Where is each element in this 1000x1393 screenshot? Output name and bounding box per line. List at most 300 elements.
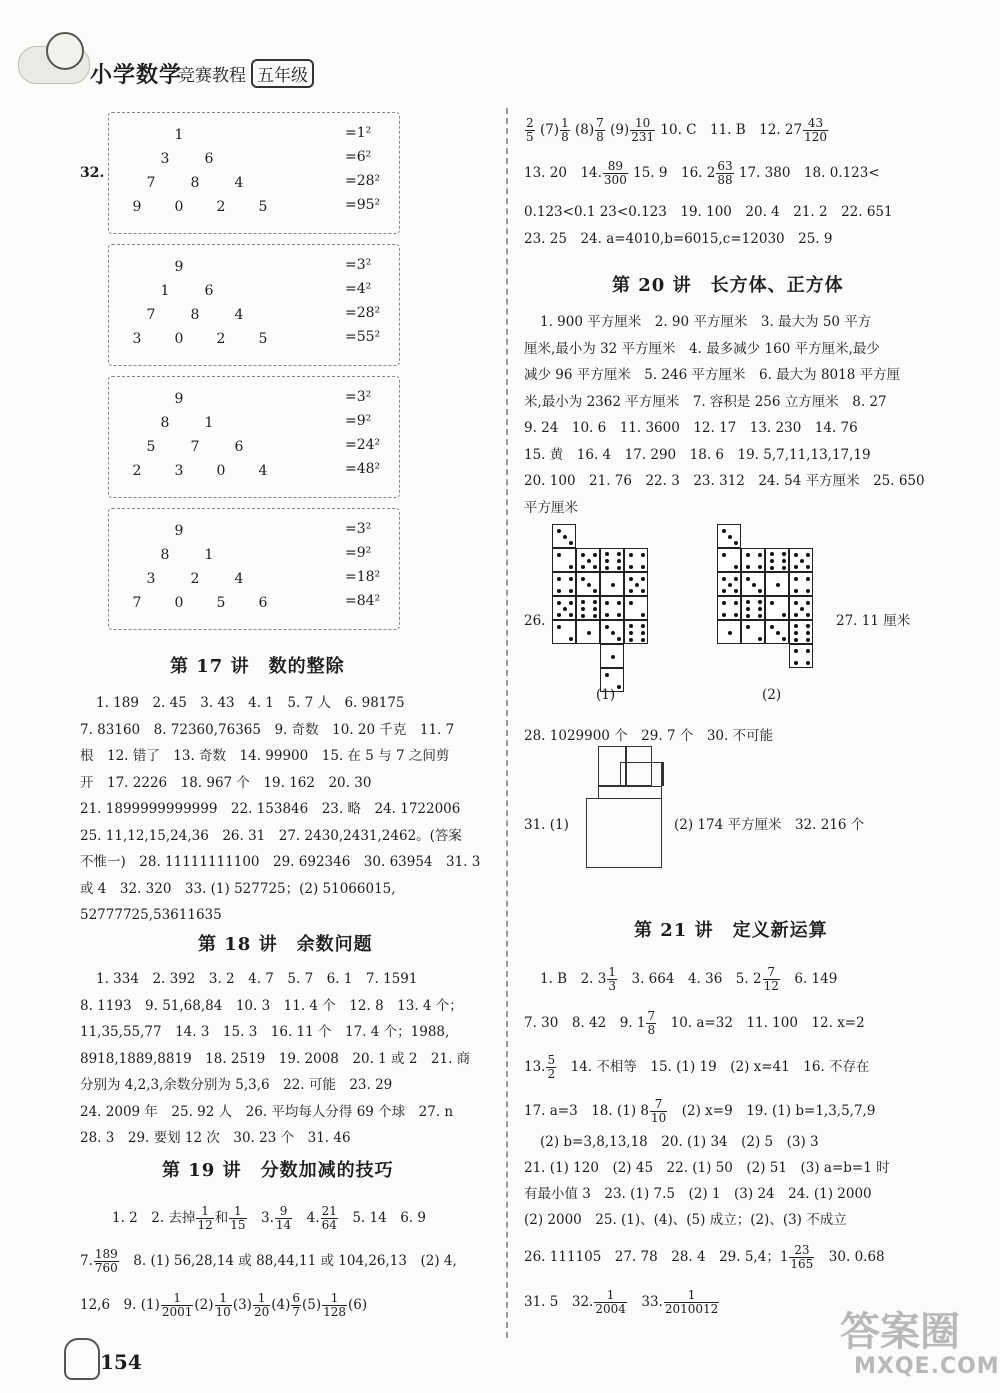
die-pip <box>806 577 810 581</box>
die-face <box>741 596 765 620</box>
fraction: $\frac{7}{8}$ <box>596 116 604 144</box>
die-pip <box>734 613 738 617</box>
fraction: $\frac{7}{12}$ <box>763 965 779 993</box>
die-pip <box>758 589 762 593</box>
triangle-number: 3 <box>132 331 142 347</box>
answer-line: 15. 黄 16. 4 17. 290 18. 6 19. 5,7,11,13,17,19 <box>524 446 871 463</box>
triangle-number: 3 <box>160 151 170 167</box>
die-face <box>624 572 648 596</box>
die-pip <box>806 661 810 665</box>
answer-line: 米,最小为 2362 平方厘米 7. 容积是 256 立方厘米 8. 27 <box>524 393 887 410</box>
answer-line: 8. 1193 9. 51,68,84 10. 3 11. 4 个 12. 8 13. 4 个； <box>80 997 463 1014</box>
triangle-number: 5 <box>216 595 226 611</box>
fraction: $\frac{7}{8}$ <box>647 1009 656 1037</box>
square-equation: =84² <box>345 593 381 609</box>
page-header <box>18 28 338 90</box>
fraction: $\frac{1}{2010012}$ <box>664 1288 719 1316</box>
die-pip <box>563 607 567 611</box>
square-equation: =55² <box>345 329 381 345</box>
fraction: $\frac{5}{2}$ <box>547 1053 556 1081</box>
die-pip <box>734 541 738 545</box>
triangle-box <box>108 508 400 630</box>
die-face <box>576 548 600 572</box>
die-face <box>624 596 648 620</box>
fraction: $\frac{1}{8}$ <box>561 116 569 144</box>
square-equation: =4² <box>345 281 372 297</box>
die-pip <box>806 649 810 653</box>
die-pip <box>593 589 597 593</box>
fraction: $\frac{63}{88}$ <box>717 159 733 187</box>
answer-line: 开 17. 2226 18. 967 个 19. 162 20. 30 <box>80 774 372 791</box>
answer-line: 52777725,53611635 <box>80 907 222 923</box>
die-pip <box>557 625 561 629</box>
die-pip <box>758 553 762 557</box>
section-21-heading: 第 21 讲 定义新运算 <box>634 920 828 941</box>
die-face <box>552 572 576 596</box>
answer-line: 28. 3 29. 要划 12 次 30. 23 个 31. 46 <box>80 1130 351 1146</box>
answer-line: 减少 96 平方厘米 5. 246 平方厘米 6. 最大为 8018 平方厘 <box>524 367 901 383</box>
triangle-number: 8 <box>190 307 200 323</box>
triangle-box <box>108 244 400 366</box>
fraction: $\frac{21}{64}$ <box>321 1204 337 1232</box>
fraction: $\frac{1}{3}$ <box>608 965 616 993</box>
die-pip <box>734 565 738 569</box>
die-pip <box>557 529 561 533</box>
die-pip <box>563 535 567 539</box>
answer-line: 1. 2 2. 去掉 $\frac{1}{12}$ 和 $\frac{1}{15}$ 3. $\frac{9}{14}$ 4. $\frac{21}{64}$ 5. 14 6. 9 <box>112 1204 426 1232</box>
die-face <box>576 596 600 620</box>
column-divider <box>506 108 508 1338</box>
triangle-number: 6 <box>258 595 268 611</box>
answer-line: 7. 30 8. 42 9. 1 $\frac{7}{8}$ 10. a=32 11. 100 12. x=2 <box>524 1009 865 1037</box>
net-1-label: (1) <box>596 687 616 703</box>
triangle-number: 8 <box>190 175 200 191</box>
die-pip <box>629 565 633 569</box>
die-pip <box>641 553 645 557</box>
die-pip <box>758 637 762 641</box>
triangle-number: 5 <box>146 439 156 455</box>
triangle-number: 4 <box>258 463 268 479</box>
die-pip <box>806 624 810 628</box>
cube-base <box>586 798 662 868</box>
die-pip <box>722 589 726 593</box>
die-pip <box>605 559 609 563</box>
section-18-heading: 第 18 讲 余数问题 <box>198 934 373 955</box>
die-pip <box>794 577 798 581</box>
die-pip <box>605 673 609 677</box>
die-pip <box>746 565 750 569</box>
answer-line: $\frac{2}{5}$ (7) $\frac{1}{8}$ (8) $\frac{7}{8}$ (9) $\frac{10}{231}$ 10. C 11. B 12. 27 $\frac{43}{120}$ <box>526 116 828 144</box>
die-face <box>765 596 789 620</box>
die-face <box>600 644 624 668</box>
answer-line: 1. 900 平方厘米 2. 90 平方厘米 3. 最大为 50 平方 <box>540 314 872 330</box>
die-pip <box>770 625 774 629</box>
triangle-number: 6 <box>204 151 214 167</box>
square-equation: =9² <box>345 413 372 429</box>
watermark <box>840 1300 1000 1386</box>
die-pip <box>800 559 804 563</box>
triangle-number: 6 <box>234 439 244 455</box>
mascot-icon <box>46 32 84 70</box>
die-face <box>600 596 624 620</box>
answer-line: 31. 5 32. $\frac{1}{2004}$ 33. $\frac{1}{2010012}$ <box>524 1288 719 1316</box>
die-pip <box>722 529 726 533</box>
question-27-answer: 27. 11 厘米 <box>836 613 911 629</box>
tiger-mascot-icon <box>64 1338 100 1380</box>
die-pip <box>641 577 645 581</box>
die-face <box>600 548 624 572</box>
answer-line: 平方厘米 <box>524 499 578 516</box>
square-equation: =28² <box>345 305 381 321</box>
answer-line: 23. 25 24. a=4010,b=6015,c=12030 25. 9 <box>524 231 833 247</box>
answer-line: 7. $\frac{189}{760}$ 8. (1) 56,28,14 或 88,44,11 或 104,26,13 (2) 4, <box>80 1247 457 1275</box>
fraction: $\frac{1}{10}$ <box>215 1291 231 1319</box>
die-face <box>789 572 813 596</box>
die-pip <box>782 552 786 556</box>
die-pip <box>641 638 645 642</box>
die-pip <box>734 577 738 581</box>
die-pip <box>758 565 762 569</box>
triangle-number: 1 <box>160 283 170 299</box>
square-equation: =3² <box>345 389 372 405</box>
die-pip <box>617 613 621 617</box>
die-pip <box>806 631 810 635</box>
section-17-heading: 第 17 讲 数的整除 <box>170 656 345 677</box>
book-title: 小学数学 <box>90 62 183 88</box>
answer-line: 20. 100 21. 76 22. 3 23. 312 24. 54 平方厘米 25. 650 <box>524 473 925 489</box>
die-pip <box>593 607 597 611</box>
question-31-label: 31. (1) <box>524 817 569 833</box>
die-pip <box>611 655 615 659</box>
die-pip <box>569 637 573 641</box>
fraction: $\frac{23}{165}$ <box>790 1243 814 1271</box>
die-pip <box>611 583 615 587</box>
die-face <box>576 572 600 596</box>
die-pip <box>617 552 621 556</box>
die-pip <box>629 638 633 642</box>
die-pip <box>752 583 756 587</box>
section-20-heading: 第 20 讲 长方体、正方体 <box>612 275 844 296</box>
die-face <box>789 620 813 644</box>
answer-line: 28. 1029900 个 29. 7 个 30. 不可能 <box>524 728 774 744</box>
die-pip <box>593 553 597 557</box>
die-pip <box>794 553 798 557</box>
die-face <box>552 548 576 572</box>
triangle-number: 9 <box>174 391 184 407</box>
die-pip <box>782 637 786 641</box>
die-pip <box>629 577 633 581</box>
answer-line: 不惟一) 28. 11111111100 29. 692346 30. 63954 31. 3 <box>80 854 481 870</box>
die-pip <box>569 589 573 593</box>
die-pip <box>641 631 645 635</box>
triangle-number: 9 <box>174 523 184 539</box>
die-face <box>741 548 765 572</box>
die-pip <box>746 600 750 604</box>
die-pip <box>722 553 726 557</box>
die-pip <box>770 552 774 556</box>
square-equation: =18² <box>345 569 381 585</box>
die-pip <box>641 565 645 569</box>
triangle-number: 5 <box>258 331 268 347</box>
triangle-number: 0 <box>174 199 184 215</box>
die-pip <box>806 553 810 557</box>
answer-line: 1. 334 2. 392 3. 2 4. 7 5. 7 6. 1 7. 1591 <box>96 971 418 987</box>
watermark-text: 答案圈 <box>840 1309 960 1355</box>
answer-line: 厘米,最小为 32 平方厘米 4. 最多减少 160 平方厘米,最少 <box>524 340 880 357</box>
fraction: $\frac{7}{10}$ <box>650 1097 667 1125</box>
answer-line: 17. a=3 18. (1) 8 $\frac{7}{10}$ (2) x=9 19. (1) b=1,3,5,7,9 <box>524 1097 876 1125</box>
die-face <box>741 620 765 644</box>
triangle-number: 2 <box>190 571 200 587</box>
section-19-heading: 第 19 讲 分数加减的技巧 <box>162 1160 394 1181</box>
die-pip <box>776 583 780 587</box>
die-pip <box>557 613 561 617</box>
die-pip <box>617 637 621 641</box>
die-pip <box>806 589 810 593</box>
square-equation: =48² <box>345 461 381 477</box>
fraction: $\frac{1}{2004}$ <box>595 1288 626 1316</box>
die-pip <box>629 624 633 628</box>
die-pip <box>617 559 621 563</box>
triangle-number: 4 <box>234 571 244 587</box>
die-pip <box>770 601 774 605</box>
die-pip <box>794 649 798 653</box>
die-pip <box>782 566 786 570</box>
triangle-number: 1 <box>204 415 214 431</box>
die-pip <box>605 552 609 556</box>
die-pip <box>722 613 726 617</box>
die-pip <box>569 565 573 569</box>
square-equation: =1² <box>345 125 372 141</box>
fraction: $\frac{2}{5}$ <box>526 116 534 144</box>
die-pip <box>806 613 810 617</box>
triangle-number: 2 <box>216 199 226 215</box>
die-face <box>789 548 813 572</box>
die-face <box>717 548 741 572</box>
die-face <box>765 572 789 596</box>
die-pip <box>611 631 615 635</box>
die-pip <box>557 553 561 557</box>
die-face <box>600 620 624 644</box>
fraction: $\frac{1}{12}$ <box>197 1204 213 1232</box>
die-pip <box>581 565 585 569</box>
die-pip <box>728 631 732 635</box>
answer-line: (2) b=3,8,13,18 20. (1) 34 (2) 5 (3) 3 <box>540 1134 819 1150</box>
die-pip <box>569 541 573 545</box>
die-face <box>765 548 789 572</box>
question-26-label: 26. <box>524 613 546 629</box>
triangle-number: 5 <box>258 199 268 215</box>
triangle-number: 2 <box>132 463 142 479</box>
answer-line: 13. 20 14. $\frac{89}{300}$ 15. 9 16. 2 $\frac{63}{88}$ 17. 380 18. 0.123< <box>524 159 880 187</box>
die-pip <box>794 631 798 635</box>
fraction: $\frac{1}{2001}$ <box>161 1291 193 1319</box>
triangle-number: 0 <box>174 331 184 347</box>
die-pip <box>728 583 732 587</box>
die-pip <box>776 631 780 635</box>
triangle-box <box>108 376 400 498</box>
die-pip <box>722 577 726 581</box>
die-pip <box>593 614 597 618</box>
triangle-number: 1 <box>204 547 214 563</box>
answer-line: 有最小值 3 23. (1) 7.5 (2) 1 (3) 24 24. (1) 2000 <box>524 1186 872 1202</box>
square-equation: =6² <box>345 149 372 165</box>
die-face <box>717 596 741 620</box>
fraction: $\frac{9}{14}$ <box>275 1204 292 1232</box>
die-pip <box>569 613 573 617</box>
square-equation: =95² <box>345 197 381 213</box>
die-pip <box>800 607 804 611</box>
book-subtitle: 竞赛教程 <box>178 66 246 86</box>
fraction: $\frac{1}{20}$ <box>253 1291 270 1319</box>
square-equation: =24² <box>345 437 381 453</box>
die-pip <box>758 600 762 604</box>
answer-line: 8918,1889,8819 18. 2519 19. 2008 20. 1 或 2 21. 商 <box>80 1050 471 1067</box>
die-face <box>741 572 765 596</box>
triangle-number: 7 <box>146 175 156 191</box>
answer-line: 12,6 9. (1) $\frac{1}{2001}$ (2) $\frac{1}{10}$ (3) $\frac{1}{20}$ (4) $\frac{6}{7}$ (5) $\frac{1}{128}$ (6) <box>80 1291 368 1319</box>
answer-line: 根 12. 错了 13. 奇数 14. 99900 15. 在 5 与 7 之间剪 <box>80 748 450 764</box>
answer-line: 13. $\frac{5}{2}$ 14. 不相等 15. (1) 19 (2) x=41 16. 不存在 <box>524 1053 870 1081</box>
answer-line: 1. B 2. 3 $\frac{1}{3}$ 3. 664 4. 36 5. 2 $\frac{7}{12}$ 6. 149 <box>540 965 838 993</box>
triangle-number: 1 <box>174 127 184 143</box>
die-pip <box>794 613 798 617</box>
die-pip <box>728 535 732 539</box>
die-pip <box>782 613 786 617</box>
square-equation: =9² <box>345 545 372 561</box>
square-equation: =3² <box>345 257 372 273</box>
die-pip <box>746 607 750 611</box>
triangle-number: 7 <box>190 439 200 455</box>
die-pip <box>770 566 774 570</box>
die-face <box>624 620 648 644</box>
die-pip <box>569 577 573 581</box>
die-pip <box>587 583 591 587</box>
question-31-32-answers: (2) 174 平方厘米 32. 216 个 <box>674 817 865 833</box>
fraction: $\frac{1}{15}$ <box>230 1204 246 1232</box>
fraction: $\frac{89}{300}$ <box>603 159 627 187</box>
triangle-box <box>108 112 400 234</box>
fraction: $\frac{189}{760}$ <box>94 1247 118 1275</box>
die-pip <box>746 625 750 629</box>
die-face <box>552 620 576 644</box>
triangle-number: 8 <box>160 547 170 563</box>
answer-line: 1. 189 2. 45 3. 43 4. 1 5. 7 人 6. 98175 <box>96 695 405 711</box>
cube-edge <box>662 762 664 786</box>
triangle-number: 9 <box>174 259 184 275</box>
triangle-number: 2 <box>216 331 226 347</box>
die-pip <box>641 613 645 617</box>
triangle-number: 0 <box>174 595 184 611</box>
die-face <box>717 620 741 644</box>
die-pip <box>806 565 810 569</box>
page-number: 154 <box>100 1350 142 1374</box>
die-pip <box>782 559 786 563</box>
die-pip <box>746 577 750 581</box>
triangle-number: 0 <box>216 463 226 479</box>
die-pip <box>587 559 591 563</box>
answer-line: 21. (1) 120 (2) 45 22. (1) 50 (2) 51 (3) a=b=1 时 <box>524 1160 890 1176</box>
die-pip <box>758 614 762 618</box>
die-pip <box>629 589 633 593</box>
answer-line: 9. 24 10. 6 11. 3600 12. 17 13. 230 14. 76 <box>524 420 858 436</box>
die-face <box>552 596 576 620</box>
die-pip <box>581 553 585 557</box>
die-pip <box>617 601 621 605</box>
die-pip <box>617 685 621 689</box>
die-pip <box>629 601 633 605</box>
fraction: $\frac{6}{7}$ <box>292 1291 300 1319</box>
die-pip <box>746 553 750 557</box>
die-pip <box>746 614 750 618</box>
triangle-number: 7 <box>132 595 142 611</box>
triangle-number: 3 <box>174 463 184 479</box>
die-pip <box>641 589 645 593</box>
die-pip <box>593 600 597 604</box>
die-pip <box>581 600 585 604</box>
triangle-number: 8 <box>160 415 170 431</box>
answer-line: 分别为 4,2,3,余数分别为 5,3,6 22. 可能 23. 29 <box>80 1077 393 1093</box>
die-pip <box>758 607 762 611</box>
question-32-label: 32. <box>80 165 105 181</box>
die-pip <box>605 625 609 629</box>
watermark-url: MXQE.COM <box>854 1354 1000 1379</box>
die-face <box>600 572 624 596</box>
die-pip <box>806 601 810 605</box>
die-pip <box>605 566 609 570</box>
die-pip <box>770 559 774 563</box>
die-pip <box>734 589 738 593</box>
die-pip <box>641 624 645 628</box>
answer-line: 11,35,55,77 14. 3 15. 3 16. 11 个 17. 4 个；1988, <box>80 1024 450 1040</box>
answer-line: 7. 83160 8. 72360,76365 9. 奇数 10. 20 千克 11. 7 <box>80 721 455 738</box>
answer-line: 0.123<0.1 23<0.123 19. 100 20. 4 21. 2 22. 651 <box>524 204 893 220</box>
die-pip <box>794 565 798 569</box>
fraction: $\frac{1}{128}$ <box>323 1291 347 1319</box>
fraction: $\frac{10}{231}$ <box>631 116 655 144</box>
die-face <box>624 548 648 572</box>
die-face <box>765 620 789 644</box>
die-pip <box>605 601 609 605</box>
answer-line: 26. 111105 27. 78 28. 4 29. 5,4；1 $\frac{23}{165}$ 30. 0.68 <box>524 1243 885 1271</box>
die-pip <box>806 638 810 642</box>
die-pip <box>557 577 561 581</box>
grade-badge: 五年级 <box>251 59 314 88</box>
answer-line: 或 4 32. 320 33. (1) 527725；(2) 51066015, <box>80 880 396 897</box>
triangle-number: 3 <box>146 571 156 587</box>
die-pip <box>617 566 621 570</box>
die-pip <box>734 601 738 605</box>
die-pip <box>629 631 633 635</box>
small-cube-divider <box>625 746 627 786</box>
die-pip <box>557 601 561 605</box>
die-pip <box>794 661 798 665</box>
triangle-number: 4 <box>234 307 244 323</box>
die-face <box>789 644 813 668</box>
die-pip <box>794 624 798 628</box>
die-face <box>717 524 741 548</box>
die-face <box>789 596 813 620</box>
answer-line: 21. 1899999999999 22. 153846 23. 略 24. 1722006 <box>80 801 461 817</box>
square-equation: =3² <box>345 521 372 537</box>
die-pip <box>581 614 585 618</box>
die-pip <box>794 589 798 593</box>
die-pip <box>581 577 585 581</box>
answer-line: (2) 2000 25. (1)、(4)、(5) 成立；(2)、(3) 不成立 <box>524 1212 847 1228</box>
die-pip <box>569 601 573 605</box>
die-pip <box>722 601 726 605</box>
die-pip <box>629 553 633 557</box>
